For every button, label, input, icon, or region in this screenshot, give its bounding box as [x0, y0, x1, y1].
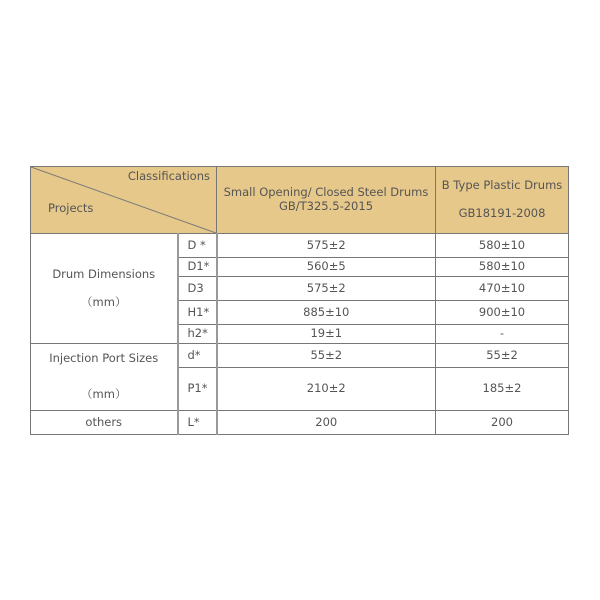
row-code: H1*	[178, 301, 217, 325]
row-code: D3	[178, 277, 217, 301]
plastic-drums-header	[436, 167, 569, 234]
table-row	[31, 344, 569, 368]
projects-label: Projects	[48, 201, 94, 216]
row-code: L*	[178, 411, 217, 435]
plastic-value: 55±2	[436, 344, 569, 368]
steel-drums-header	[217, 167, 436, 234]
plastic-value: 900±10	[436, 301, 569, 325]
plastic-value: 470±10	[436, 277, 569, 301]
classifications-label: Classifications	[127, 169, 210, 183]
group-label: Drum Dimensions	[52, 266, 156, 281]
steel-value: 19±1	[217, 325, 436, 344]
row-code: P1*	[178, 368, 217, 411]
steel-value: 210±2	[217, 368, 436, 411]
header-row	[31, 167, 569, 234]
steel-value: 200	[217, 411, 436, 435]
plastic-drums-title: B Type Plastic Drums	[441, 178, 563, 193]
steel-drums-standard: GB/T325.5-2015	[278, 199, 374, 213]
plastic-value: 580±10	[436, 258, 569, 277]
plastic-value: -	[436, 325, 569, 344]
plastic-value: 580±10	[436, 234, 569, 258]
steel-value: 575±2	[217, 277, 436, 301]
group-unit: （mm）	[81, 387, 127, 401]
steel-value: 55±2	[217, 344, 436, 368]
drum-dimensions-group	[31, 234, 178, 344]
row-code: D *	[178, 234, 217, 258]
table-row	[31, 411, 569, 435]
group-label: Injection Port Sizes	[49, 351, 159, 366]
row-code: d*	[178, 344, 217, 368]
steel-value: 885±10	[217, 301, 436, 325]
specifications-table	[30, 166, 569, 435]
plastic-drums-standard: GB18191-2008	[458, 206, 546, 220]
injection-port-group	[31, 344, 178, 411]
diagonal-header-cell	[31, 167, 217, 234]
table-row	[31, 234, 569, 258]
plastic-value: 200	[436, 411, 569, 435]
steel-drums-title: Small Opening/ Closed Steel Drums	[223, 185, 429, 200]
row-code: h2*	[178, 325, 217, 344]
steel-value: 575±2	[217, 234, 436, 258]
others-group: others	[31, 411, 178, 435]
steel-value: 560±5	[217, 258, 436, 277]
plastic-value: 185±2	[436, 368, 569, 411]
row-code: D1*	[178, 258, 217, 277]
group-unit: （mm）	[81, 294, 127, 309]
